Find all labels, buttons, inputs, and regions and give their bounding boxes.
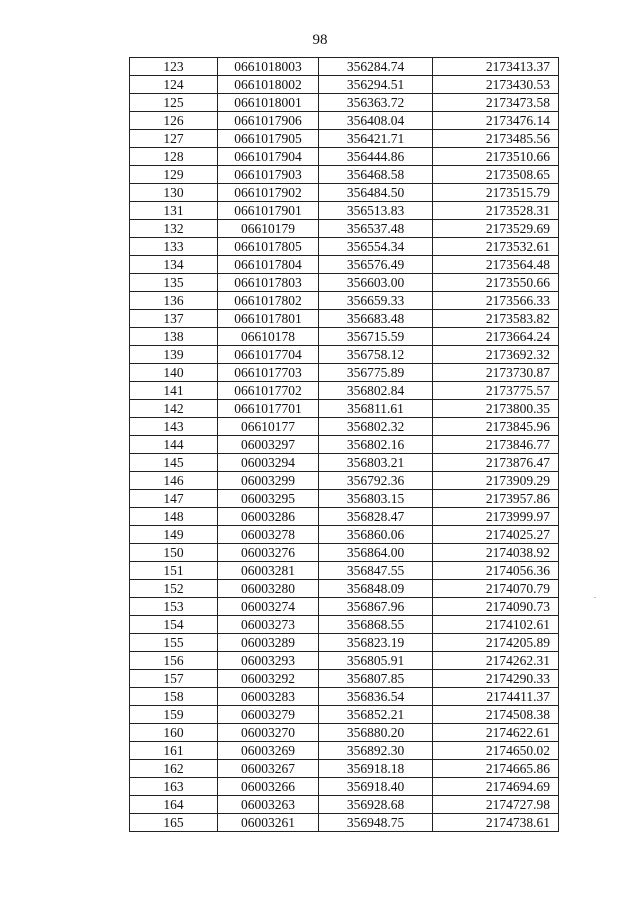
table-row	[130, 598, 559, 616]
y-coordinate-cell: 2173999.97	[433, 508, 559, 526]
x-coordinate-cell: 356715.59	[319, 328, 433, 346]
x-coordinate-cell: 356554.34	[319, 238, 433, 256]
point-id-cell: 0661017901	[218, 202, 319, 220]
point-number-cell: 164	[130, 796, 218, 814]
point-id-cell: 06003274	[218, 598, 319, 616]
point-number-cell: 126	[130, 112, 218, 130]
x-coordinate-cell: 356928.68	[319, 796, 433, 814]
y-coordinate-cell: 2174411.37	[433, 688, 559, 706]
y-coordinate-cell: 2173957.86	[433, 490, 559, 508]
table-row	[130, 508, 559, 526]
table-row	[130, 238, 559, 256]
point-id-cell: 0661017905	[218, 130, 319, 148]
point-number-cell: 162	[130, 760, 218, 778]
point-id-cell: 0661017701	[218, 400, 319, 418]
point-number-cell: 149	[130, 526, 218, 544]
x-coordinate-cell: 356864.00	[319, 544, 433, 562]
y-coordinate-cell: 2174038.92	[433, 544, 559, 562]
table-row	[130, 256, 559, 274]
y-coordinate-cell: 2173550.66	[433, 274, 559, 292]
point-id-cell: 06003280	[218, 580, 319, 598]
x-coordinate-cell: 356811.61	[319, 400, 433, 418]
x-coordinate-cell: 356805.91	[319, 652, 433, 670]
table-row	[130, 184, 559, 202]
y-coordinate-cell: 2174665.86	[433, 760, 559, 778]
x-coordinate-cell: 356683.48	[319, 310, 433, 328]
point-id-cell: 0661017805	[218, 238, 319, 256]
y-coordinate-cell: 2174025.27	[433, 526, 559, 544]
point-id-cell: 0661017801	[218, 310, 319, 328]
point-number-cell: 138	[130, 328, 218, 346]
table-row	[130, 418, 559, 436]
point-number-cell: 123	[130, 58, 218, 76]
point-id-cell: 0661017804	[218, 256, 319, 274]
table-row	[130, 166, 559, 184]
point-id-cell: 06003292	[218, 670, 319, 688]
y-coordinate-cell: 2173485.56	[433, 130, 559, 148]
point-number-cell: 151	[130, 562, 218, 580]
table-row	[130, 346, 559, 364]
point-number-cell: 153	[130, 598, 218, 616]
x-coordinate-cell: 356847.55	[319, 562, 433, 580]
x-coordinate-cell: 356880.20	[319, 724, 433, 742]
table-row	[130, 562, 559, 580]
x-coordinate-cell: 356792.36	[319, 472, 433, 490]
table-row	[130, 76, 559, 94]
x-coordinate-cell: 356807.85	[319, 670, 433, 688]
y-coordinate-cell: 2174727.98	[433, 796, 559, 814]
point-id-cell: 0661017802	[218, 292, 319, 310]
x-coordinate-cell: 356852.21	[319, 706, 433, 724]
y-coordinate-cell: 2173528.31	[433, 202, 559, 220]
point-id-cell: 06003294	[218, 454, 319, 472]
point-number-cell: 157	[130, 670, 218, 688]
y-coordinate-cell: 2173692.32	[433, 346, 559, 364]
point-id-cell: 06003293	[218, 652, 319, 670]
y-coordinate-cell: 2173510.66	[433, 148, 559, 166]
point-number-cell: 161	[130, 742, 218, 760]
point-id-cell: 06003273	[218, 616, 319, 634]
x-coordinate-cell: 356294.51	[319, 76, 433, 94]
point-number-cell: 159	[130, 706, 218, 724]
table-row	[130, 634, 559, 652]
point-number-cell: 154	[130, 616, 218, 634]
point-id-cell: 0661017902	[218, 184, 319, 202]
point-id-cell: 0661017702	[218, 382, 319, 400]
y-coordinate-cell: 2174694.69	[433, 778, 559, 796]
page-number: 98	[312, 32, 328, 48]
point-id-cell: 0661018001	[218, 94, 319, 112]
x-coordinate-cell: 356803.15	[319, 490, 433, 508]
x-coordinate-cell: 356868.55	[319, 616, 433, 634]
x-coordinate-cell: 356444.86	[319, 148, 433, 166]
y-coordinate-cell: 2174650.02	[433, 742, 559, 760]
table-row	[130, 742, 559, 760]
y-coordinate-cell: 2174262.31	[433, 652, 559, 670]
point-number-cell: 132	[130, 220, 218, 238]
point-id-cell: 06003297	[218, 436, 319, 454]
point-id-cell: 06003278	[218, 526, 319, 544]
x-coordinate-cell: 356918.18	[319, 760, 433, 778]
x-coordinate-cell: 356576.49	[319, 256, 433, 274]
point-id-cell: 06003270	[218, 724, 319, 742]
point-id-cell: 0661018002	[218, 76, 319, 94]
y-coordinate-cell: 2174070.79	[433, 580, 559, 598]
point-number-cell: 155	[130, 634, 218, 652]
point-id-cell: 0661017803	[218, 274, 319, 292]
point-number-cell: 137	[130, 310, 218, 328]
point-number-cell: 144	[130, 436, 218, 454]
x-coordinate-cell: 356948.75	[319, 814, 433, 832]
x-coordinate-cell: 356758.12	[319, 346, 433, 364]
y-coordinate-cell: 2173476.14	[433, 112, 559, 130]
y-coordinate-cell: 2173532.61	[433, 238, 559, 256]
x-coordinate-cell: 356802.84	[319, 382, 433, 400]
table-row	[130, 292, 559, 310]
point-id-cell: 06003295	[218, 490, 319, 508]
x-coordinate-cell: 356892.30	[319, 742, 433, 760]
point-number-cell: 125	[130, 94, 218, 112]
x-coordinate-cell: 356603.00	[319, 274, 433, 292]
x-coordinate-cell: 356775.89	[319, 364, 433, 382]
point-number-cell: 158	[130, 688, 218, 706]
table-row	[130, 580, 559, 598]
point-number-cell: 139	[130, 346, 218, 364]
y-coordinate-cell: 2174102.61	[433, 616, 559, 634]
table-row	[130, 688, 559, 706]
x-coordinate-cell: 356537.48	[319, 220, 433, 238]
y-coordinate-cell: 2173413.37	[433, 58, 559, 76]
point-id-cell: 06610177	[218, 418, 319, 436]
table-row	[130, 382, 559, 400]
point-id-cell: 06003281	[218, 562, 319, 580]
table-row	[130, 112, 559, 130]
point-number-cell: 131	[130, 202, 218, 220]
y-coordinate-cell: 2174090.73	[433, 598, 559, 616]
point-id-cell: 06610179	[218, 220, 319, 238]
y-coordinate-cell: 2173529.69	[433, 220, 559, 238]
y-coordinate-cell: 2174290.33	[433, 670, 559, 688]
point-number-cell: 141	[130, 382, 218, 400]
table-row	[130, 814, 559, 832]
coordinates-table-body	[130, 58, 559, 832]
x-coordinate-cell: 356468.58	[319, 166, 433, 184]
point-number-cell: 165	[130, 814, 218, 832]
x-coordinate-cell: 356802.32	[319, 418, 433, 436]
point-id-cell: 06003266	[218, 778, 319, 796]
y-coordinate-cell: 2173800.35	[433, 400, 559, 418]
point-number-cell: 140	[130, 364, 218, 382]
point-number-cell: 147	[130, 490, 218, 508]
y-coordinate-cell: 2173515.79	[433, 184, 559, 202]
point-id-cell: 06003299	[218, 472, 319, 490]
table-row	[130, 400, 559, 418]
point-number-cell: 143	[130, 418, 218, 436]
point-number-cell: 150	[130, 544, 218, 562]
x-coordinate-cell: 356513.83	[319, 202, 433, 220]
y-coordinate-cell: 2173845.96	[433, 418, 559, 436]
x-coordinate-cell: 356918.40	[319, 778, 433, 796]
table-row	[130, 526, 559, 544]
point-id-cell: 0661018003	[218, 58, 319, 76]
y-coordinate-cell: 2174056.36	[433, 562, 559, 580]
point-id-cell: 0661017903	[218, 166, 319, 184]
y-coordinate-cell: 2173730.87	[433, 364, 559, 382]
x-coordinate-cell: 356836.54	[319, 688, 433, 706]
point-id-cell: 06610178	[218, 328, 319, 346]
point-number-cell: 124	[130, 76, 218, 94]
table-row	[130, 544, 559, 562]
table-row	[130, 472, 559, 490]
point-id-cell: 06003263	[218, 796, 319, 814]
point-id-cell: 0661017703	[218, 364, 319, 382]
point-id-cell: 06003267	[218, 760, 319, 778]
x-coordinate-cell: 356802.16	[319, 436, 433, 454]
table-row	[130, 778, 559, 796]
point-number-cell: 136	[130, 292, 218, 310]
table-row	[130, 148, 559, 166]
y-coordinate-cell: 2173508.65	[433, 166, 559, 184]
table-row	[130, 490, 559, 508]
point-id-cell: 0661017904	[218, 148, 319, 166]
point-number-cell: 146	[130, 472, 218, 490]
point-number-cell: 152	[130, 580, 218, 598]
point-number-cell: 129	[130, 166, 218, 184]
point-id-cell: 06003283	[218, 688, 319, 706]
table-row	[130, 220, 559, 238]
table-row	[130, 670, 559, 688]
point-id-cell: 06003286	[218, 508, 319, 526]
y-coordinate-cell: 2173564.48	[433, 256, 559, 274]
table-row	[130, 796, 559, 814]
y-coordinate-cell: 2173775.57	[433, 382, 559, 400]
point-id-cell: 0661017906	[218, 112, 319, 130]
point-number-cell: 148	[130, 508, 218, 526]
scan-speck	[594, 597, 596, 598]
table-row	[130, 364, 559, 382]
x-coordinate-cell: 356284.74	[319, 58, 433, 76]
x-coordinate-cell: 356867.96	[319, 598, 433, 616]
y-coordinate-cell: 2173583.82	[433, 310, 559, 328]
x-coordinate-cell: 356363.72	[319, 94, 433, 112]
point-number-cell: 142	[130, 400, 218, 418]
y-coordinate-cell: 2173876.47	[433, 454, 559, 472]
table-row	[130, 328, 559, 346]
table-row	[130, 202, 559, 220]
point-number-cell: 133	[130, 238, 218, 256]
point-number-cell: 160	[130, 724, 218, 742]
x-coordinate-cell: 356860.06	[319, 526, 433, 544]
y-coordinate-cell: 2174205.89	[433, 634, 559, 652]
table-row	[130, 58, 559, 76]
y-coordinate-cell: 2173566.33	[433, 292, 559, 310]
x-coordinate-cell: 356408.04	[319, 112, 433, 130]
table-row	[130, 706, 559, 724]
point-id-cell: 06003279	[218, 706, 319, 724]
point-number-cell: 127	[130, 130, 218, 148]
table-row	[130, 652, 559, 670]
point-number-cell: 145	[130, 454, 218, 472]
point-id-cell: 0661017704	[218, 346, 319, 364]
table-row	[130, 310, 559, 328]
y-coordinate-cell: 2173473.58	[433, 94, 559, 112]
point-number-cell: 134	[130, 256, 218, 274]
point-id-cell: 06003276	[218, 544, 319, 562]
table-row	[130, 130, 559, 148]
point-number-cell: 163	[130, 778, 218, 796]
x-coordinate-cell: 356659.33	[319, 292, 433, 310]
table-row	[130, 724, 559, 742]
table-row	[130, 436, 559, 454]
table-row	[130, 274, 559, 292]
point-number-cell: 156	[130, 652, 218, 670]
table-row	[130, 760, 559, 778]
y-coordinate-cell: 2174622.61	[433, 724, 559, 742]
x-coordinate-cell: 356828.47	[319, 508, 433, 526]
y-coordinate-cell: 2174508.38	[433, 706, 559, 724]
x-coordinate-cell: 356421.71	[319, 130, 433, 148]
table-row	[130, 454, 559, 472]
x-coordinate-cell: 356803.21	[319, 454, 433, 472]
point-number-cell: 135	[130, 274, 218, 292]
point-id-cell: 06003269	[218, 742, 319, 760]
point-number-cell: 130	[130, 184, 218, 202]
x-coordinate-cell: 356484.50	[319, 184, 433, 202]
y-coordinate-cell: 2173846.77	[433, 436, 559, 454]
table-row	[130, 616, 559, 634]
coordinates-table	[129, 57, 559, 832]
x-coordinate-cell: 356848.09	[319, 580, 433, 598]
table-row	[130, 94, 559, 112]
point-id-cell: 06003289	[218, 634, 319, 652]
y-coordinate-cell: 2173664.24	[433, 328, 559, 346]
x-coordinate-cell: 356823.19	[319, 634, 433, 652]
point-id-cell: 06003261	[218, 814, 319, 832]
point-number-cell: 128	[130, 148, 218, 166]
y-coordinate-cell: 2173430.53	[433, 76, 559, 94]
y-coordinate-cell: 2174738.61	[433, 814, 559, 832]
y-coordinate-cell: 2173909.29	[433, 472, 559, 490]
